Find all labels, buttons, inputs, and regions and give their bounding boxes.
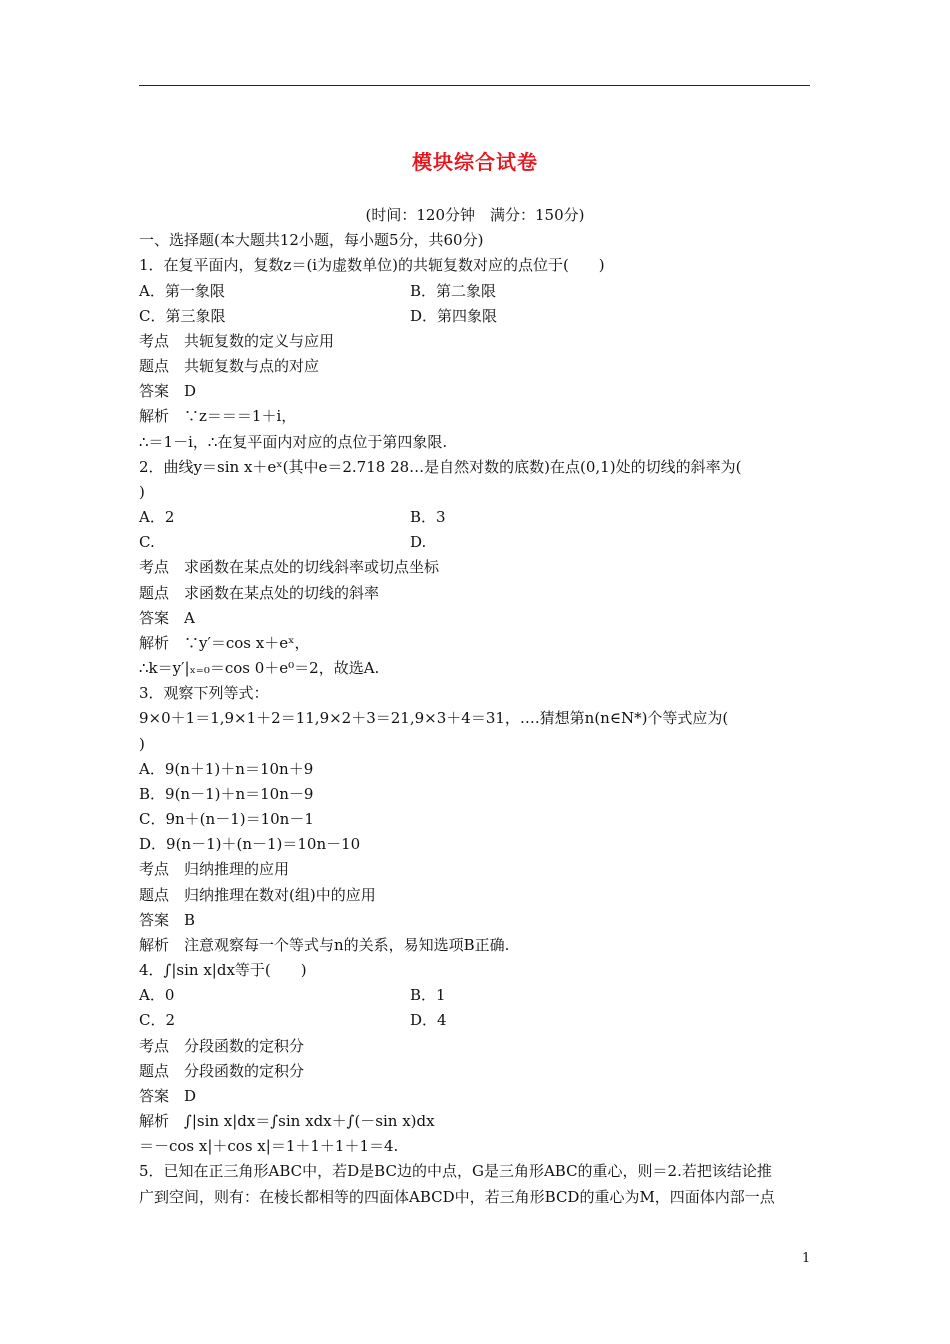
q3-analysis: 解析 注意观察每一个等式与n的关系，易知选项B正确. — [139, 936, 510, 954]
question-3: 3．观察下列等式： — [139, 684, 269, 702]
q1-option-d: D．第四象限 — [410, 307, 498, 325]
q4-option-c: C．2 — [139, 1011, 176, 1029]
q1-option-c: C．第三象限 — [139, 307, 226, 325]
q3-kaodian: 考点 归纳推理的应用 — [139, 860, 290, 878]
question-3-cont: 9×0＋1＝1,9×1＋2＝11,9×2＋3＝21,9×3＋4＝31，….猜想第n(n∈N*)个等式应为( — [139, 709, 729, 727]
q3-option-c: C．9n＋(n－1)＝10n－1 — [139, 810, 314, 828]
q1-analysis: 解析 ∵z＝＝＝1＋i， — [139, 407, 297, 425]
exam-info: (时间：120分钟 满分：150分) — [365, 206, 585, 224]
q4-kaodian: 考点 分段函数的定积分 — [139, 1037, 305, 1055]
q2-option-d: D. — [410, 533, 427, 551]
q1-analysis-cont: ∴＝1－i，∴在复平面内对应的点位于第四象限. — [139, 433, 448, 451]
q3-option-a: A．9(n＋1)＋n＝10n＋9 — [139, 760, 314, 778]
question-2: 2．曲线y＝sin x＋eˣ(其中e＝2.718 28…是自然对数的底数)在点(0,1)处的切线的斜率为( — [139, 458, 742, 476]
q4-analysis: 解析 ∫|sin x|dx＝∫sin xdx＋∫(－sin x)dx — [139, 1112, 435, 1130]
q2-tidian: 题点 求函数在某点处的切线的斜率 — [139, 584, 380, 602]
q2-answer: 答案 A — [139, 609, 195, 627]
q1-tidian: 题点 共轭复数与点的对应 — [139, 357, 320, 375]
section-heading: 一、选择题(本大题共12小题，每小题5分，共60分) — [139, 231, 484, 249]
q2-option-c: C. — [139, 533, 155, 551]
q3-tidian: 题点 归纳推理在数对(组)中的应用 — [139, 886, 376, 904]
q2-option-a: A．2 — [139, 508, 175, 526]
q4-option-b: B．1 — [410, 986, 446, 1004]
q3-answer: 答案 B — [139, 911, 196, 929]
question-2-cont: ) — [139, 483, 145, 501]
page-number: 1 — [802, 1251, 811, 1266]
q4-option-a: A．0 — [139, 986, 175, 1004]
header-rule — [139, 85, 810, 86]
q1-option-b: B．第二象限 — [410, 282, 497, 300]
q3-option-b: B．9(n－1)＋n＝10n－9 — [139, 785, 314, 803]
q2-analysis-cont: ∴k＝y′|ₓ₌₀＝cos 0＋e⁰＝2，故选A. — [139, 659, 380, 677]
q1-answer: 答案 D — [139, 382, 197, 400]
q4-answer: 答案 D — [139, 1087, 197, 1105]
question-4: 4．∫|sin x|dx等于( ) — [139, 961, 307, 979]
question-3-cont-2: ) — [139, 735, 145, 753]
q4-tidian: 题点 分段函数的定积分 — [139, 1062, 305, 1080]
document-title: 模块综合试卷 — [412, 150, 538, 174]
q2-kaodian: 考点 求函数在某点处的切线斜率或切点坐标 — [139, 558, 440, 576]
q2-option-b: B．3 — [410, 508, 446, 526]
question-1: 1．在复平面内，复数z＝(i为虚数单位)的共轭复数对应的点位于( ) — [139, 256, 605, 274]
q3-option-d: D．9(n－1)＋(n－1)＝10n－10 — [139, 835, 361, 853]
q1-option-a: A．第一象限 — [139, 282, 225, 300]
question-5-cont: 广到空间，则有：在棱长都相等的四面体ABCD中，若三角形BCD的重心为M，四面体内部一点 — [139, 1188, 775, 1206]
q1-kaodian: 考点 共轭复数的定义与应用 — [139, 332, 335, 350]
q4-analysis-cont: ＝－cos x|＋cos x|＝1＋1＋1＋1＝4. — [139, 1137, 399, 1155]
q2-analysis: 解析 ∵y′＝cos x＋eˣ， — [139, 634, 310, 652]
q4-option-d: D．4 — [410, 1011, 447, 1029]
question-5: 5．已知在正三角形ABC中，若D是BC边的中点，G是三角形ABC的重心，则＝2.若把该结论推 — [139, 1162, 772, 1180]
